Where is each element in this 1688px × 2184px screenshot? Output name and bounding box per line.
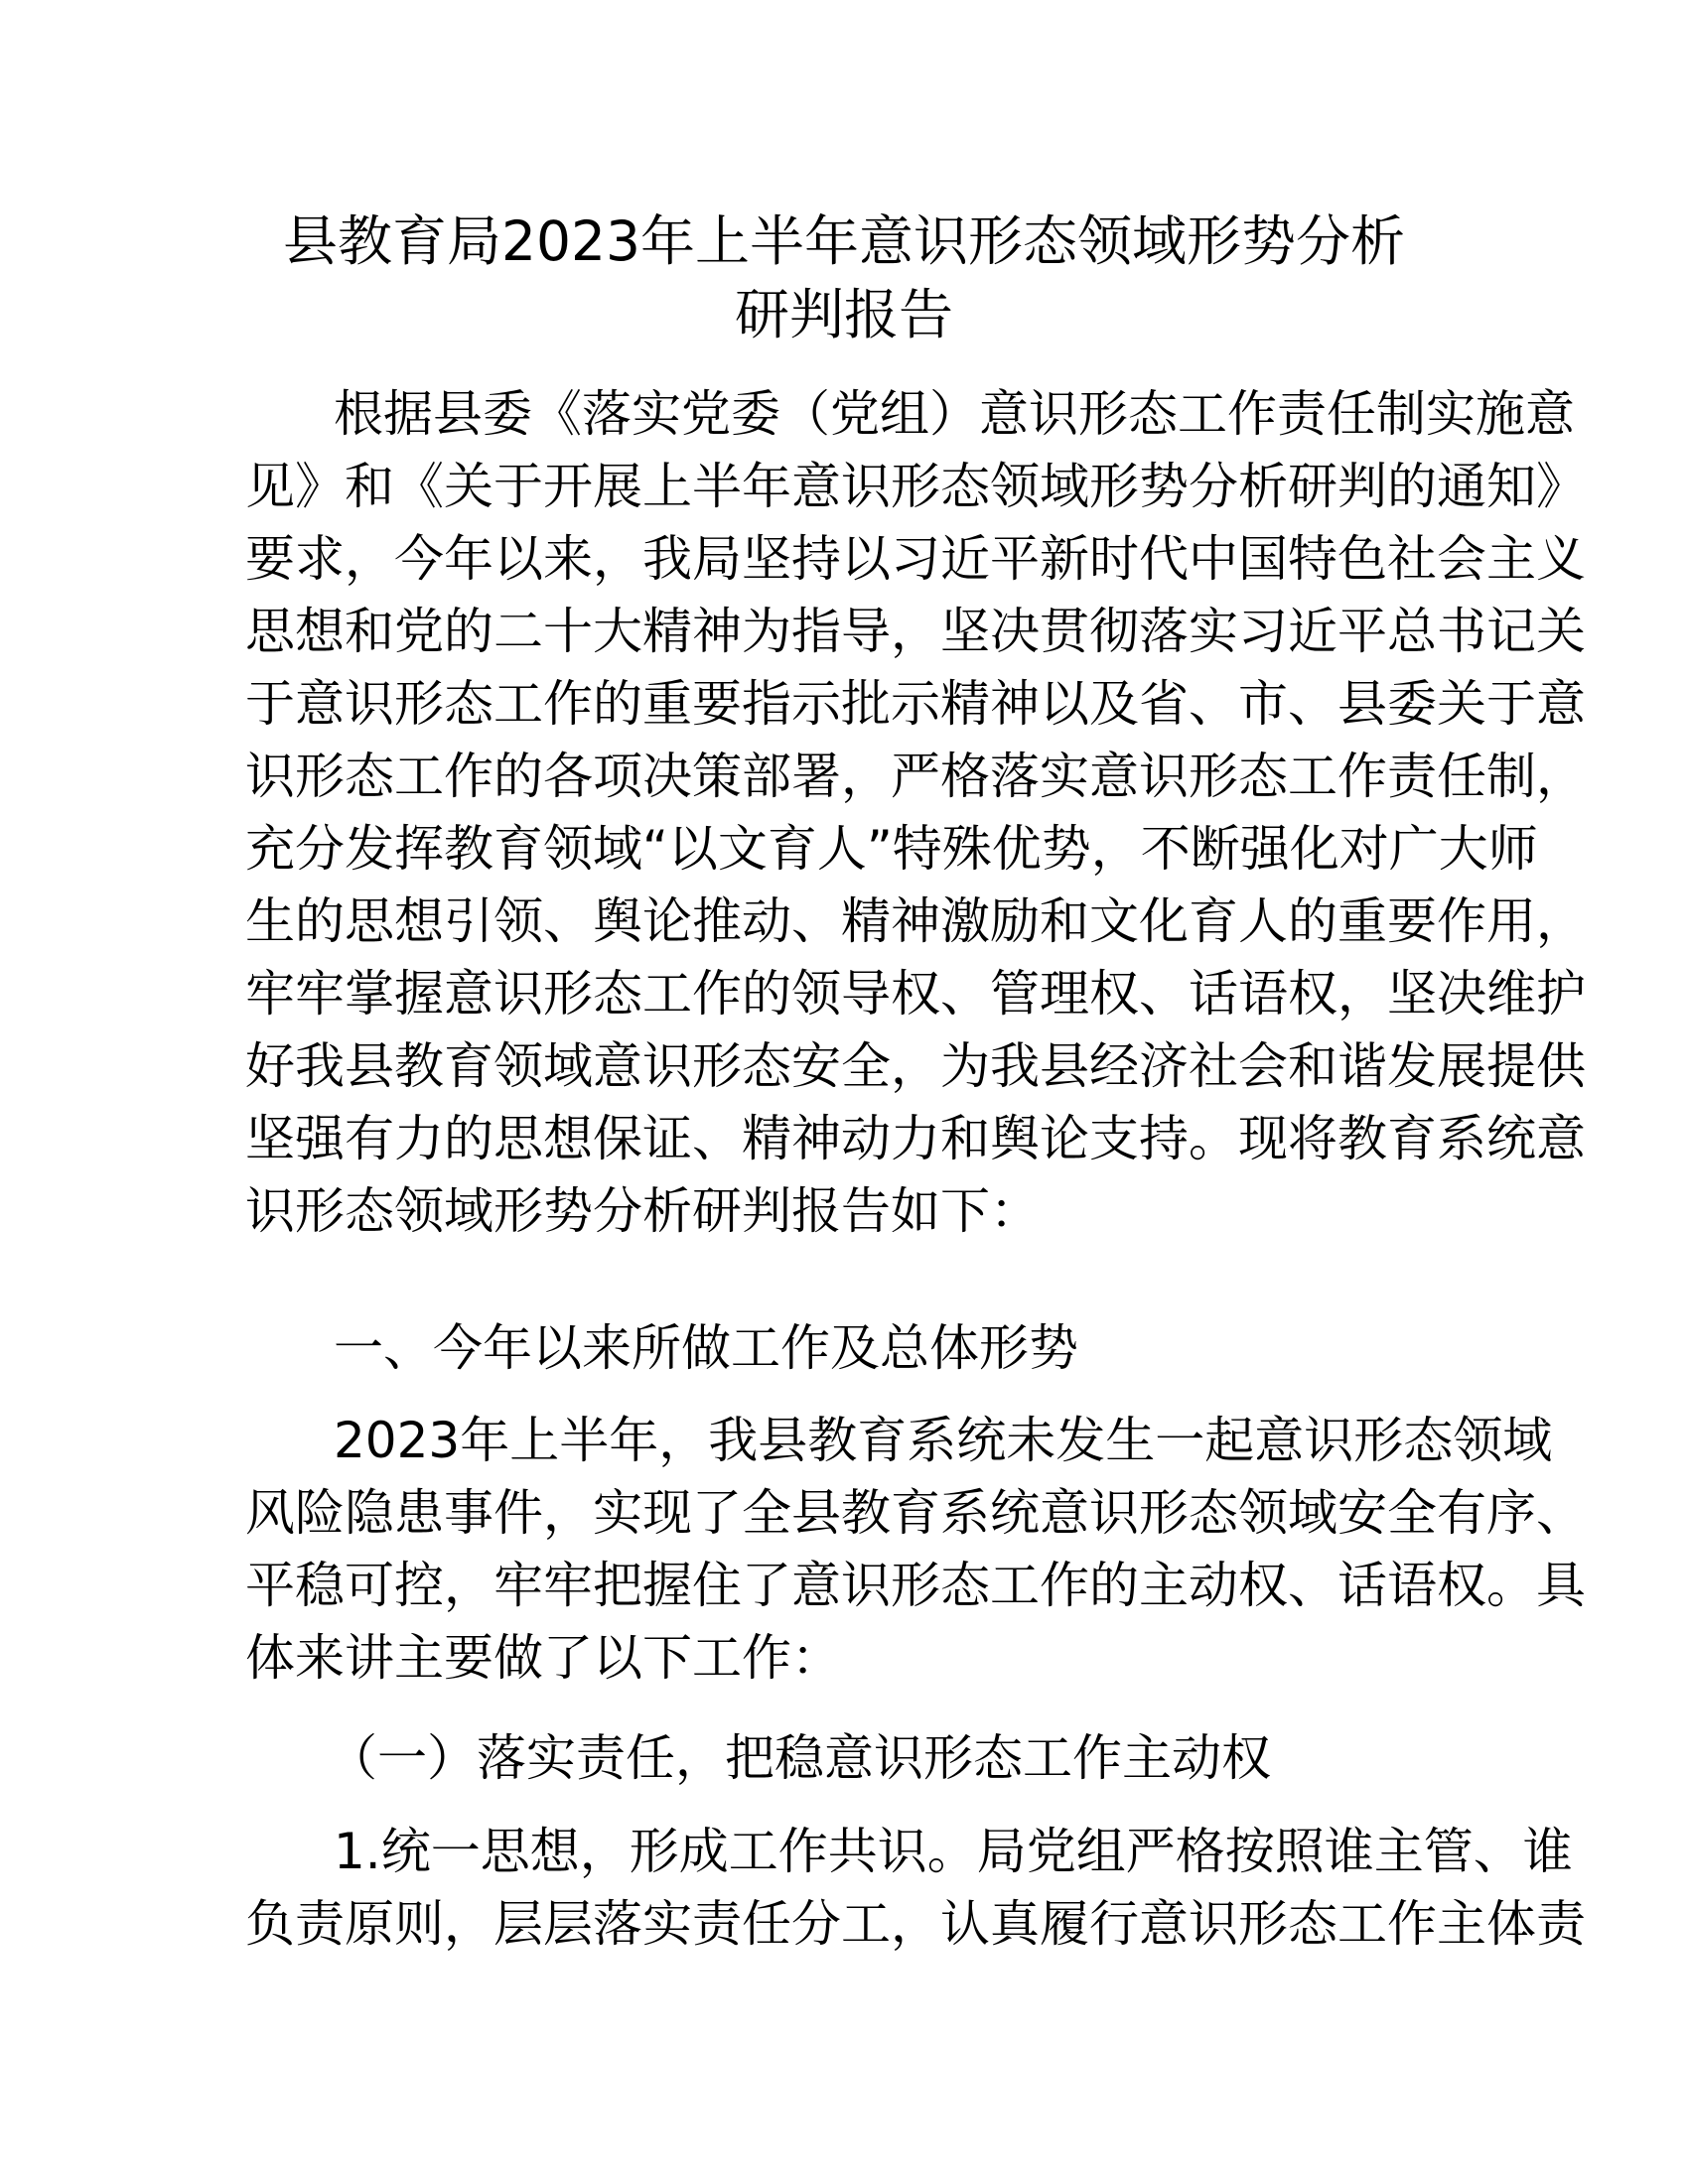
paragraph-line: 体来讲主要做了以下工作： bbox=[245, 1629, 841, 1687]
paragraph-line: 识形态工作的各项决策部署，严格落实意识形态工作责任制， bbox=[245, 748, 1586, 805]
section-heading: 一、今年以来所做工作及总体形势 bbox=[334, 1319, 1078, 1377]
paragraph-line: 坚强有力的思想保证、精神动力和舆论支持。现将教育系统意 bbox=[245, 1110, 1586, 1167]
paragraph-line: 风险隐患事件，实现了全县教育系统意识形态领域安全有序、 bbox=[245, 1484, 1586, 1542]
paragraph-line: 充分发挥教育领域“以文育人”特殊优势，不断强化对广大师 bbox=[245, 820, 1538, 878]
subsection-heading: （一）落实责任，把稳意识形态工作主动权 bbox=[328, 1729, 1271, 1787]
document-title-line-2: 研判报告 bbox=[734, 283, 953, 346]
paragraph-line: 根据县委《落实党委（党组）意识形态工作责任制实施意 bbox=[334, 385, 1575, 443]
paragraph-line: 识形态领域形势分析研判报告如下： bbox=[245, 1182, 1040, 1240]
paragraph-line: 牢牢掌握意识形态工作的领导权、管理权、话语权，坚决维护 bbox=[245, 965, 1586, 1023]
paragraph-line: 生的思想引领、舆论推动、精神激励和文化育人的重要作用， bbox=[245, 892, 1586, 950]
paragraph-line: 好我县教育领域意识形态安全，为我县经济社会和谐发展提供 bbox=[245, 1037, 1586, 1095]
paragraph-line: 于意识形态工作的重要指示批示精神以及省、市、县委关于意 bbox=[245, 675, 1586, 733]
document-title-line-1: 县教育局2023年上半年意识形态领域形势分析 bbox=[283, 209, 1405, 273]
paragraph-line: 1.统一思想，形成工作共识。局党组严格按照谁主管、谁 bbox=[334, 1823, 1573, 1880]
paragraph-line: 要求，今年以来，我局坚持以习近平新时代中国特色社会主义 bbox=[245, 530, 1586, 588]
paragraph-line: 思想和党的二十大精神为指导，坚决贯彻落实习近平总书记关 bbox=[245, 603, 1586, 660]
paragraph-line: 平稳可控，牢牢把握住了意识形态工作的主动权、话语权。具 bbox=[245, 1557, 1586, 1614]
paragraph-line: 2023年上半年，我县教育系统未发生一起意识形态领域 bbox=[334, 1412, 1553, 1469]
paragraph-line: 见》和《关于开展上半年意识形态领域形势分析研判的通知》 bbox=[245, 458, 1586, 515]
paragraph-line: 负责原则，层层落实责任分工，认真履行意识形态工作主体责 bbox=[245, 1895, 1586, 1953]
